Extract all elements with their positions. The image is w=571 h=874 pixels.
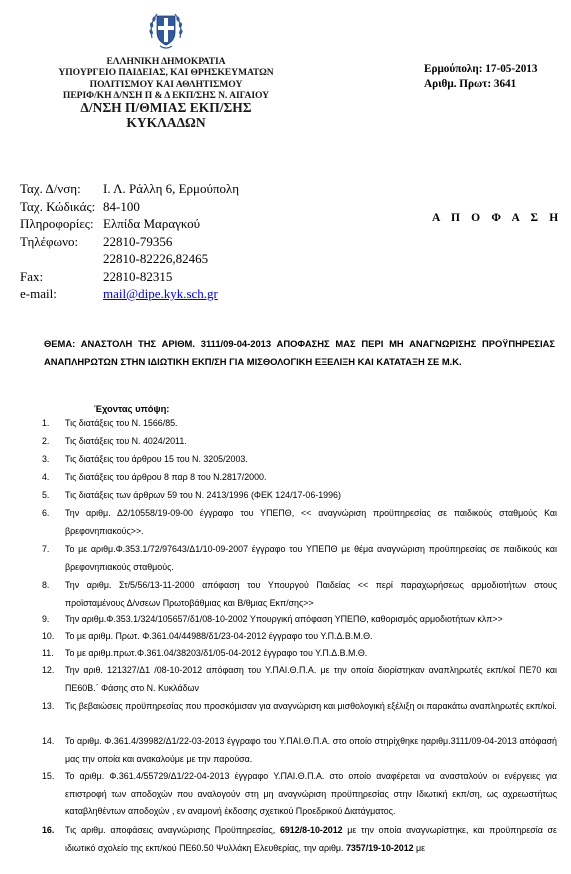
zip-label: Ταχ. Κώδικάς: [20, 198, 96, 214]
email-link[interactable]: mail@dipe.kyk.sch.gr [103, 286, 218, 301]
document-date: Ερμούπολη: 17-05-2013 [424, 63, 538, 75]
fax-label: Fax: [20, 268, 44, 284]
address-label: Ταχ. Δ/νση: [20, 181, 81, 196]
zip-value: 84-100 [103, 198, 140, 214]
decision-title: Α Π Ο Φ Α Σ Η [432, 212, 563, 224]
email-label: e-mail: [20, 286, 57, 301]
phone-label: Τηλέφωνο: [20, 233, 79, 249]
fax-value: 22810-82315 [103, 268, 173, 284]
info-label: Πληροφορίες: [20, 216, 94, 231]
considering-heading: Έχοντας υπόψη: [94, 403, 170, 414]
date-protocol-block [424, 62, 538, 92]
header-line-2: ΥΠΟΥΡΓΕΙΟ ΠΑΙΔΕΙΑΣ, ΚΑΙ ΘΡΗΣΚΕΥΜΑΤΩΝ [58, 67, 274, 79]
header-region: ΚΥΚΛΑΔΩΝ [126, 114, 206, 130]
phone-value-2: 22810-82226,82465 [103, 251, 209, 266]
phone-value-1: 22810-79356 [103, 233, 173, 249]
document-page: ΕΛΛΗΝΙΚΗ ΔΗΜΟΚΡΑΤΙΑ ΥΠΟΥΡΓΕΙΟ ΠΑΙΔΕΙΑΣ, ΚΑΙ ΘΡΗΣΚΕΥΜΑΤΩΝ ΠΟΛΙΤΙΣΜΟΥ ΚΑΙ ΑΘΛΗΤΙΣΜΟΥ ΠΕΡΙΦ/ΚΗ Δ/ΝΣΗ Π & Δ ΕΚΠ/ΣΗΣ Ν. ΑΙΓΑΙΟΥ Δ/ΝΣΗ Π/ΘΜΙΑΣ ΕΚΠ/ΣΗΣ ΚΥΚΛΑΔΩΝ Ερμούπολη: 17-05-2013 Αριθμ. Πρωτ: 3641 Ταχ. Δ/νση: Ι. Λ. Ράλλη 6, Ερμούπολη Ταχ. Κώδικάς: 84-100 Πληροφορίες: Ελπίδα Μαραγκού Τηλέφωνο: 22810-79356 22810-82226,82465 Fax: 22810-82315 e-mail: mail@dipe.kyk.sch.gr Α Π Ο Φ Α Σ Η ΘΕΜΑ: ΑΝΑΣΤΟΛΗ ΤΗΣ ΑΡΙΘΜ. 3111/09-04-2013 ΑΠΟΦΑΣΗΣ ΜΑΣ ΠΕΡΙ ΜΗ ΑΝΑΓΝΩΡΙΣΗΣ ΠΡΟΫΠΗΡΕΣΙΑΣ ΑΝΑΠΛΗΡΩΤΩΝ ΣΤΗΝ ΙΔΙΩΤΙΚΗ ΕΚΠ/ΣΗ ΓΙΑ ΜΙΣΘΟΛΟΓΙΚΗ ΕΞΕΛΙΞΗ ΚΑΙ ΚΑΤΑΤΑΞΗ ΣΕ Μ.Κ. Έχοντας υπόψη: 1. Τις διατάξεις του Ν. 1566/85. 2. Τις διατάξεις του Ν. 4024/2011. 3. Τις διατάξεις του άρθρου 15 του Ν. 3205/2003. 4. Τις διατάξεις του άρθρου 8 παρ 8 του Ν.2817/2000. 5. Τις διατάξεις των άρθρων 59 του Ν. 2413/1996 (ΦΕΚ 124/17-06-1996) 6. Την αριθμ. Δ2/10558/19-09-00 έγγραφο του ΥΠΕΠΘ, << αναγνώριση προϋπηρεσίας σε παιδικούς σταθμούς Και βρεφονηπιακούς>>. 7. Το με αριθμ.Φ.353.1/72/97643/Δ1/10-09-2007 έγγραφο του ΥΠΕΠΘ με θέμα αναγνώριση προϋπηρεσίας σε παιδικούς και βρεφονηπιακούς σταθμούς. 8. Την αριθμ. Στ/5/56/13-11-2000 απόφαση του Υπουργού Παιδείας << περί παραχωρήσεως αρμοδιοτήτων στους προϊσταμένους Δ/νσεων Πρωτοβάθμιας και Β/θμιας Εκπ/σης>> 9. Την αριθμ.Φ.353.1/324/105657/δ1/08-10-2002 Υπουργική απόφαση ΥΠΕΠΘ, καθορισμός αρμοδιοτήτων κλπ>> 10. Το με αριθμ. Πρωτ. Φ.361.04/44988/δ1/23-04-2012 έγγραφο του Υ.Π.Δ.Β.Μ.Θ. 11. Το με αριθμ.πρωτ.Φ.361.04/38203/δ1/05-04-2012 έγγραφο του Υ.Π.Δ.Β.Μ.Θ. 12. Την αριθ. 121327/Δ1 /08-10-2012 απόφαση του Υ.ΠΑΙ.Θ.Π.Α. με την οποία διορίστηκαν αναπληρωτές εκπ/κοί ΠΕ70 και ΠΕ60Β.΄ Φάσης στο Ν. Κυκλάδων 13. Τις βεβαιώσεις προϋπηρεσίας που προσκόμισαν για αναγνώριση και μισθολογική εξέλιξη οι παρακάτω αναπληρωτές εκπ/κοί. 14. Το αριθμ. Φ.361.4/39982/Δ1/22-03-2013 έγγραφο του Υ.ΠΑΙ.Θ.Π.Α. στο οποίο στηρίχθηκε ηαριθμ.3111/09-04-2013 απόφασή μας την οποία και ανακαλούμε με την παρούσα. 15. Το αριθμ. Φ.361.4/55729/Δ1/22-04-2013 έγγραφο Υ.ΠΑΙ.Θ.Π.Α. στο οποίο αναφέρεται να ανασταλούν οι ενέργειες για επιστροφή των αποδοχών που αναλογούν στη μη αναγνώριση προϋπηρεσίας στην Ιδιωτική εκπ/ση, ως αχρεωστήτως καταβληθέντων αποδοχών , εν αναμονή έκδοσης σχετικού Προεδρικού Διατάγματος. 16. Τις αριθμ. αποφάσεις αναγνώρισης Προϋπηρεσίας, 6912/8-10-2012 με την οποία αναγνωρίστηκε, και προϋπηρεσία σε ιδιωτικό σχολείο της εκπ/κού ΠΕ60.50 Ψυλλάκη Ελευθερίας, την αριθμ. 7357/19-10-2012 με [0, 0, 571, 874]
greek-state-emblem-icon [148, 8, 184, 52]
header-line-3: ΠΟΛΙΤΙΣΜΟΥ ΚΑΙ ΑΘΛΗΤΙΣΜΟΥ [89, 78, 243, 90]
header-directorate: Δ/ΝΣΗ Π/ΘΜΙΑΣ ΕΚΠ/ΣΗΣ [80, 100, 252, 116]
header-line-1: ΕΛΛΗΝΙΚΗ ΔΗΜΟΚΡΑΤΙΑ [106, 56, 226, 67]
issuer-header [30, 56, 302, 130]
subject-line: ΘΕΜΑ: ΑΝΑΣΤΟΛΗ ΤΗΣ ΑΡΙΘΜ. 3111/09-04-2013 ΑΠΟΦΑΣΗΣ ΜΑΣ ΠΕΡΙ ΜΗ ΑΝΑΓΝΩΡΙΣΗΣ ΠΡΟΫΠΗΡΕΣΙΑΣ ΑΝΑΠΛΗΡΩΤΩΝ ΣΤΗΝ ΙΔΙΩΤΙΚΗ ΕΚΠ/ΣΗ ΓΙΑ ΜΙΣΘΟΛΟΓΙΚΗ ΕΞΕΛΙΞΗ ΚΑΙ ΚΑΤΑΤΑΞΗ ΣΕ Μ.Κ. [44, 338, 555, 367]
header-line-4: ΠΕΡΙΦ/ΚΗ Δ/ΝΣΗ Π & Δ ΕΚΠ/ΣΗΣ Ν. ΑΙΓΑΙΟΥ [62, 89, 270, 101]
address-value: Ι. Λ. Ράλλη 6, Ερμούπολη [103, 181, 240, 196]
protocol-number: Αριθμ. Πρωτ: 3641 [424, 78, 517, 90]
info-value: Ελπίδα Μαραγκού [103, 216, 201, 231]
